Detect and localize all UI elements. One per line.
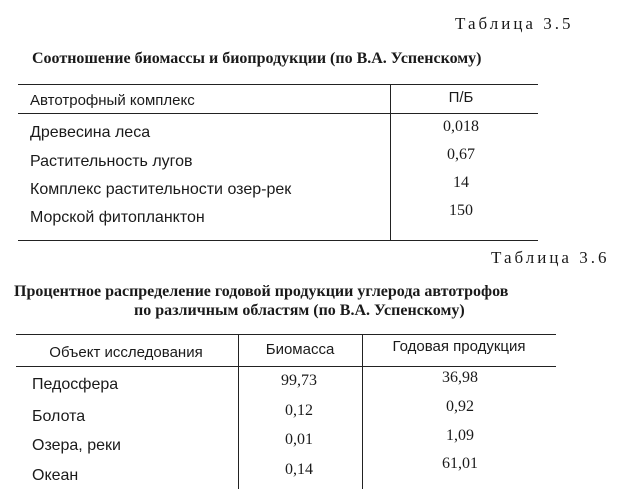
- table-3-6-label: Таблица 3.6: [491, 248, 610, 267]
- table-3-6-header-biomass: Биомасса: [265, 341, 335, 358]
- table-3-6-row-4-production: 61,01: [442, 455, 478, 472]
- table-3-6-row-3-biomass: 0,01: [285, 431, 313, 448]
- table-3-6-column-divider-1: [238, 334, 239, 489]
- table-3-6-caption-line-2: по различным областям (по В.А. Успенскому): [134, 302, 465, 319]
- table-3-5-row-2-value: 0,67: [447, 146, 475, 163]
- table-3-6-row-4-biomass: 0,14: [285, 461, 313, 478]
- table-3-6-row-3-name: Озера, реки: [32, 437, 121, 454]
- table-3-5-header-rule: [18, 113, 538, 114]
- table-3-6-row-3-production: 1,09: [446, 427, 474, 444]
- table-3-5-column-divider: [390, 84, 391, 240]
- table-3-6-row-2-name: Болота: [32, 408, 86, 425]
- table-3-6-row-2-biomass: 0,12: [285, 402, 313, 419]
- table-3-6-header-object: Объект исследования: [49, 344, 203, 361]
- table-3-6-column-divider-2: [362, 334, 363, 489]
- table-3-6-row-4-name: Океан: [32, 467, 79, 484]
- table-3-6-caption-line-1: Процентное распределение годовой продукции углерода автотрофов: [14, 283, 509, 300]
- table-3-6-header-rule: [16, 366, 556, 367]
- table-3-5-caption: Соотношение биомассы и биопродукции (по В.А. Успенскому): [32, 50, 482, 67]
- table-3-6-row-1-biomass: 99,73: [281, 372, 317, 389]
- table-3-5-header-pb: П/Б: [448, 89, 474, 106]
- table-3-6-header-annual-production: Годовая продукция: [392, 338, 526, 355]
- table-3-5-row-4-value: 150: [449, 202, 473, 219]
- table-3-6-row-1-name: Педосфера: [32, 376, 119, 393]
- table-3-6-top-rule: [16, 334, 556, 335]
- table-3-5-row-4-name: Морской фитопланктон: [30, 209, 205, 226]
- table-3-5-row-3-name: Комплекс растительности озер-рек: [30, 181, 292, 198]
- table-3-5-row-3-value: 14: [453, 174, 469, 191]
- table-3-6-row-2-production: 0,92: [446, 398, 474, 415]
- table-3-5-bottom-rule: [18, 240, 538, 241]
- table-3-6-row-1-production: 36,98: [442, 369, 478, 386]
- table-3-5-label: Таблица 3.5: [455, 14, 574, 33]
- table-3-5-row-1-name: Древесина леса: [30, 124, 151, 141]
- table-3-5-row-2-name: Растительность лугов: [30, 153, 193, 170]
- table-3-5-row-1-value: 0,018: [443, 118, 479, 135]
- table-3-5-header-complex: Автотрофный комплекс: [30, 92, 195, 109]
- table-3-5-top-rule: [18, 84, 538, 85]
